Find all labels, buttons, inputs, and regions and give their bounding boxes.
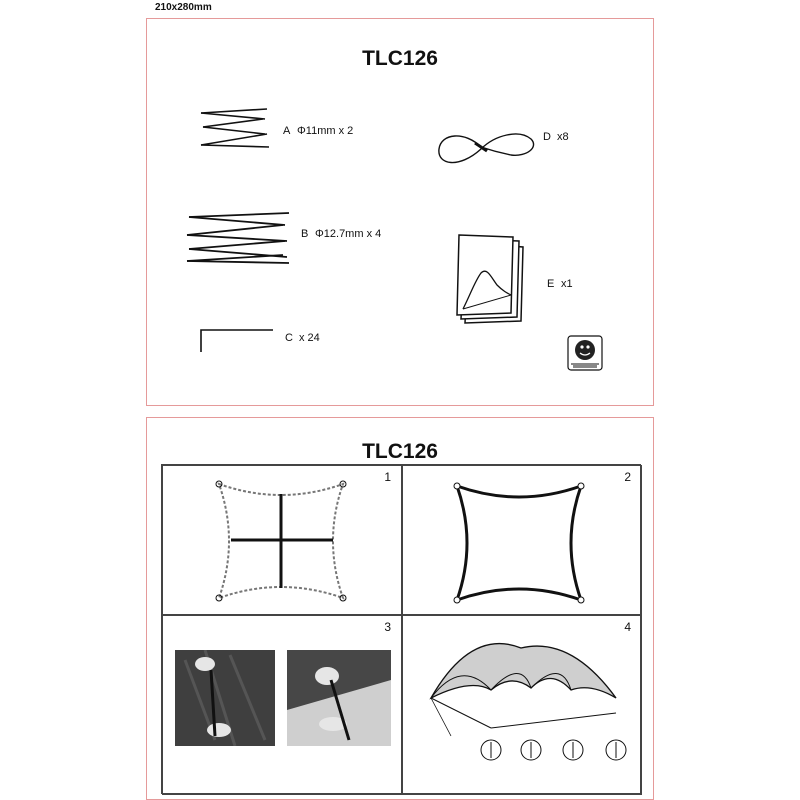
step-4-diagram bbox=[411, 628, 633, 788]
step-3-number: 3 bbox=[384, 620, 391, 634]
part-a-label: A Φ11mm x 2 bbox=[283, 125, 354, 137]
step-4-number: 4 bbox=[624, 620, 631, 634]
step-1-diagram bbox=[211, 476, 351, 606]
step-2-diagram bbox=[449, 478, 589, 608]
steps-title: TLC126 bbox=[362, 440, 438, 463]
step-2-number: 2 bbox=[624, 470, 631, 484]
step-3-photo-left bbox=[175, 650, 275, 746]
steps-grid bbox=[161, 464, 641, 794]
age-warning-icon bbox=[567, 335, 603, 371]
step-2-cell bbox=[402, 465, 642, 615]
page-size-label: 210x280mm bbox=[155, 2, 212, 13]
part-b-label: B Φ12.7mm x 4 bbox=[301, 228, 382, 240]
part-d-label: D x8 bbox=[543, 131, 569, 143]
step-1-number: 1 bbox=[384, 470, 391, 484]
pole-a-drawing bbox=[199, 107, 271, 149]
assembly-steps-panel bbox=[146, 417, 654, 800]
pole-b-drawing bbox=[185, 211, 291, 265]
part-e-label: E x1 bbox=[547, 278, 573, 290]
step-1-cell bbox=[162, 465, 402, 615]
part-c-label: C x 24 bbox=[285, 332, 320, 344]
step-4-cell bbox=[402, 615, 642, 795]
guy-rope-d-drawing bbox=[435, 127, 539, 171]
step-3-photo-right bbox=[287, 650, 391, 746]
canopy-e-drawing bbox=[455, 233, 527, 327]
peg-c-drawing bbox=[197, 326, 277, 354]
parts-list-panel bbox=[146, 18, 654, 406]
parts-title: TLC126 bbox=[362, 47, 438, 70]
step-3-cell bbox=[162, 615, 402, 795]
